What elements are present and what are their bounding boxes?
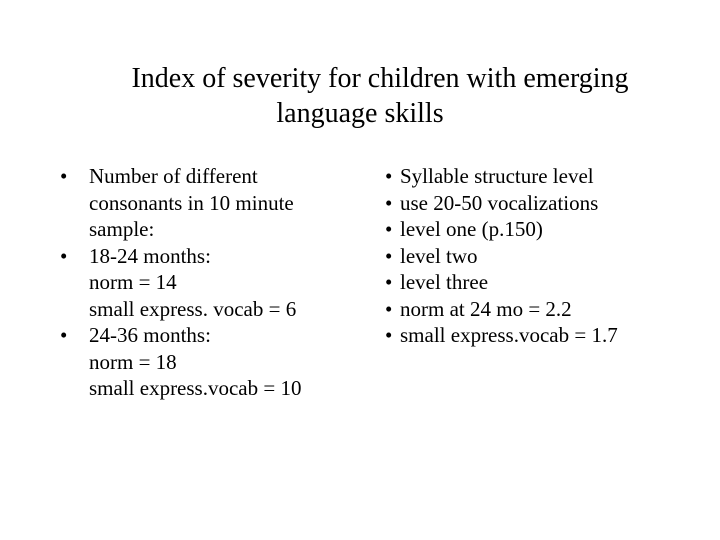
- bullet-text-line: small express. vocab = 6: [89, 296, 297, 321]
- bullet-icon: •: [385, 164, 393, 188]
- right-bullet-item: [385, 322, 705, 349]
- bullet-icon: •: [385, 323, 393, 347]
- left-bullet-item: [60, 243, 360, 323]
- bullet-text-line: norm = 18: [89, 349, 177, 374]
- bullet-text: small express.vocab = 1.7: [400, 323, 618, 347]
- bullet-text: level one (p.150): [400, 217, 543, 241]
- right-bullet-item: [385, 216, 705, 243]
- right-bullet-item: [385, 296, 705, 323]
- right-bullet-list: [385, 163, 705, 349]
- left-bullet-list: [60, 163, 360, 402]
- slide-title-line-1: Index of severity for children with emerging: [131, 63, 629, 94]
- bullet-text-line: norm = 14: [89, 270, 177, 294]
- bullet-icon: •: [60, 323, 68, 347]
- bullet-text-line: 24-36 months:: [89, 323, 211, 347]
- bullet-text-line: small express.vocab = 10: [89, 376, 302, 400]
- bullet-icon: •: [385, 217, 393, 241]
- bullet-icon: •: [60, 164, 68, 188]
- bullet-icon: •: [385, 296, 393, 321]
- bullet-text: Syllable structure level: [400, 164, 594, 188]
- bullet-text-line: consonants in 10 minute: [89, 190, 294, 215]
- right-bullet-item: [385, 190, 705, 217]
- bullet-text-line: 18-24 months:: [89, 243, 211, 268]
- bullet-icon: •: [385, 270, 393, 294]
- bullet-text-line: Number of different: [89, 164, 258, 188]
- slide-title: [40, 61, 680, 131]
- bullet-text: level three: [400, 270, 489, 294]
- bullet-icon: •: [385, 190, 393, 215]
- bullet-icon: •: [60, 243, 68, 268]
- bullet-text: level two: [400, 243, 478, 268]
- left-bullet-item: [60, 163, 360, 243]
- slide-title-line-2: language skills: [276, 98, 444, 129]
- right-bullet-item: [385, 163, 705, 190]
- bullet-text: use 20-50 vocalizations: [400, 190, 599, 215]
- bullet-text-line: sample:: [89, 217, 155, 241]
- bullet-text: norm at 24 mo = 2.2: [400, 296, 572, 321]
- right-bullet-item: [385, 269, 705, 296]
- left-bullet-item: [60, 322, 360, 402]
- right-bullet-item: [385, 243, 705, 270]
- bullet-icon: •: [385, 243, 393, 268]
